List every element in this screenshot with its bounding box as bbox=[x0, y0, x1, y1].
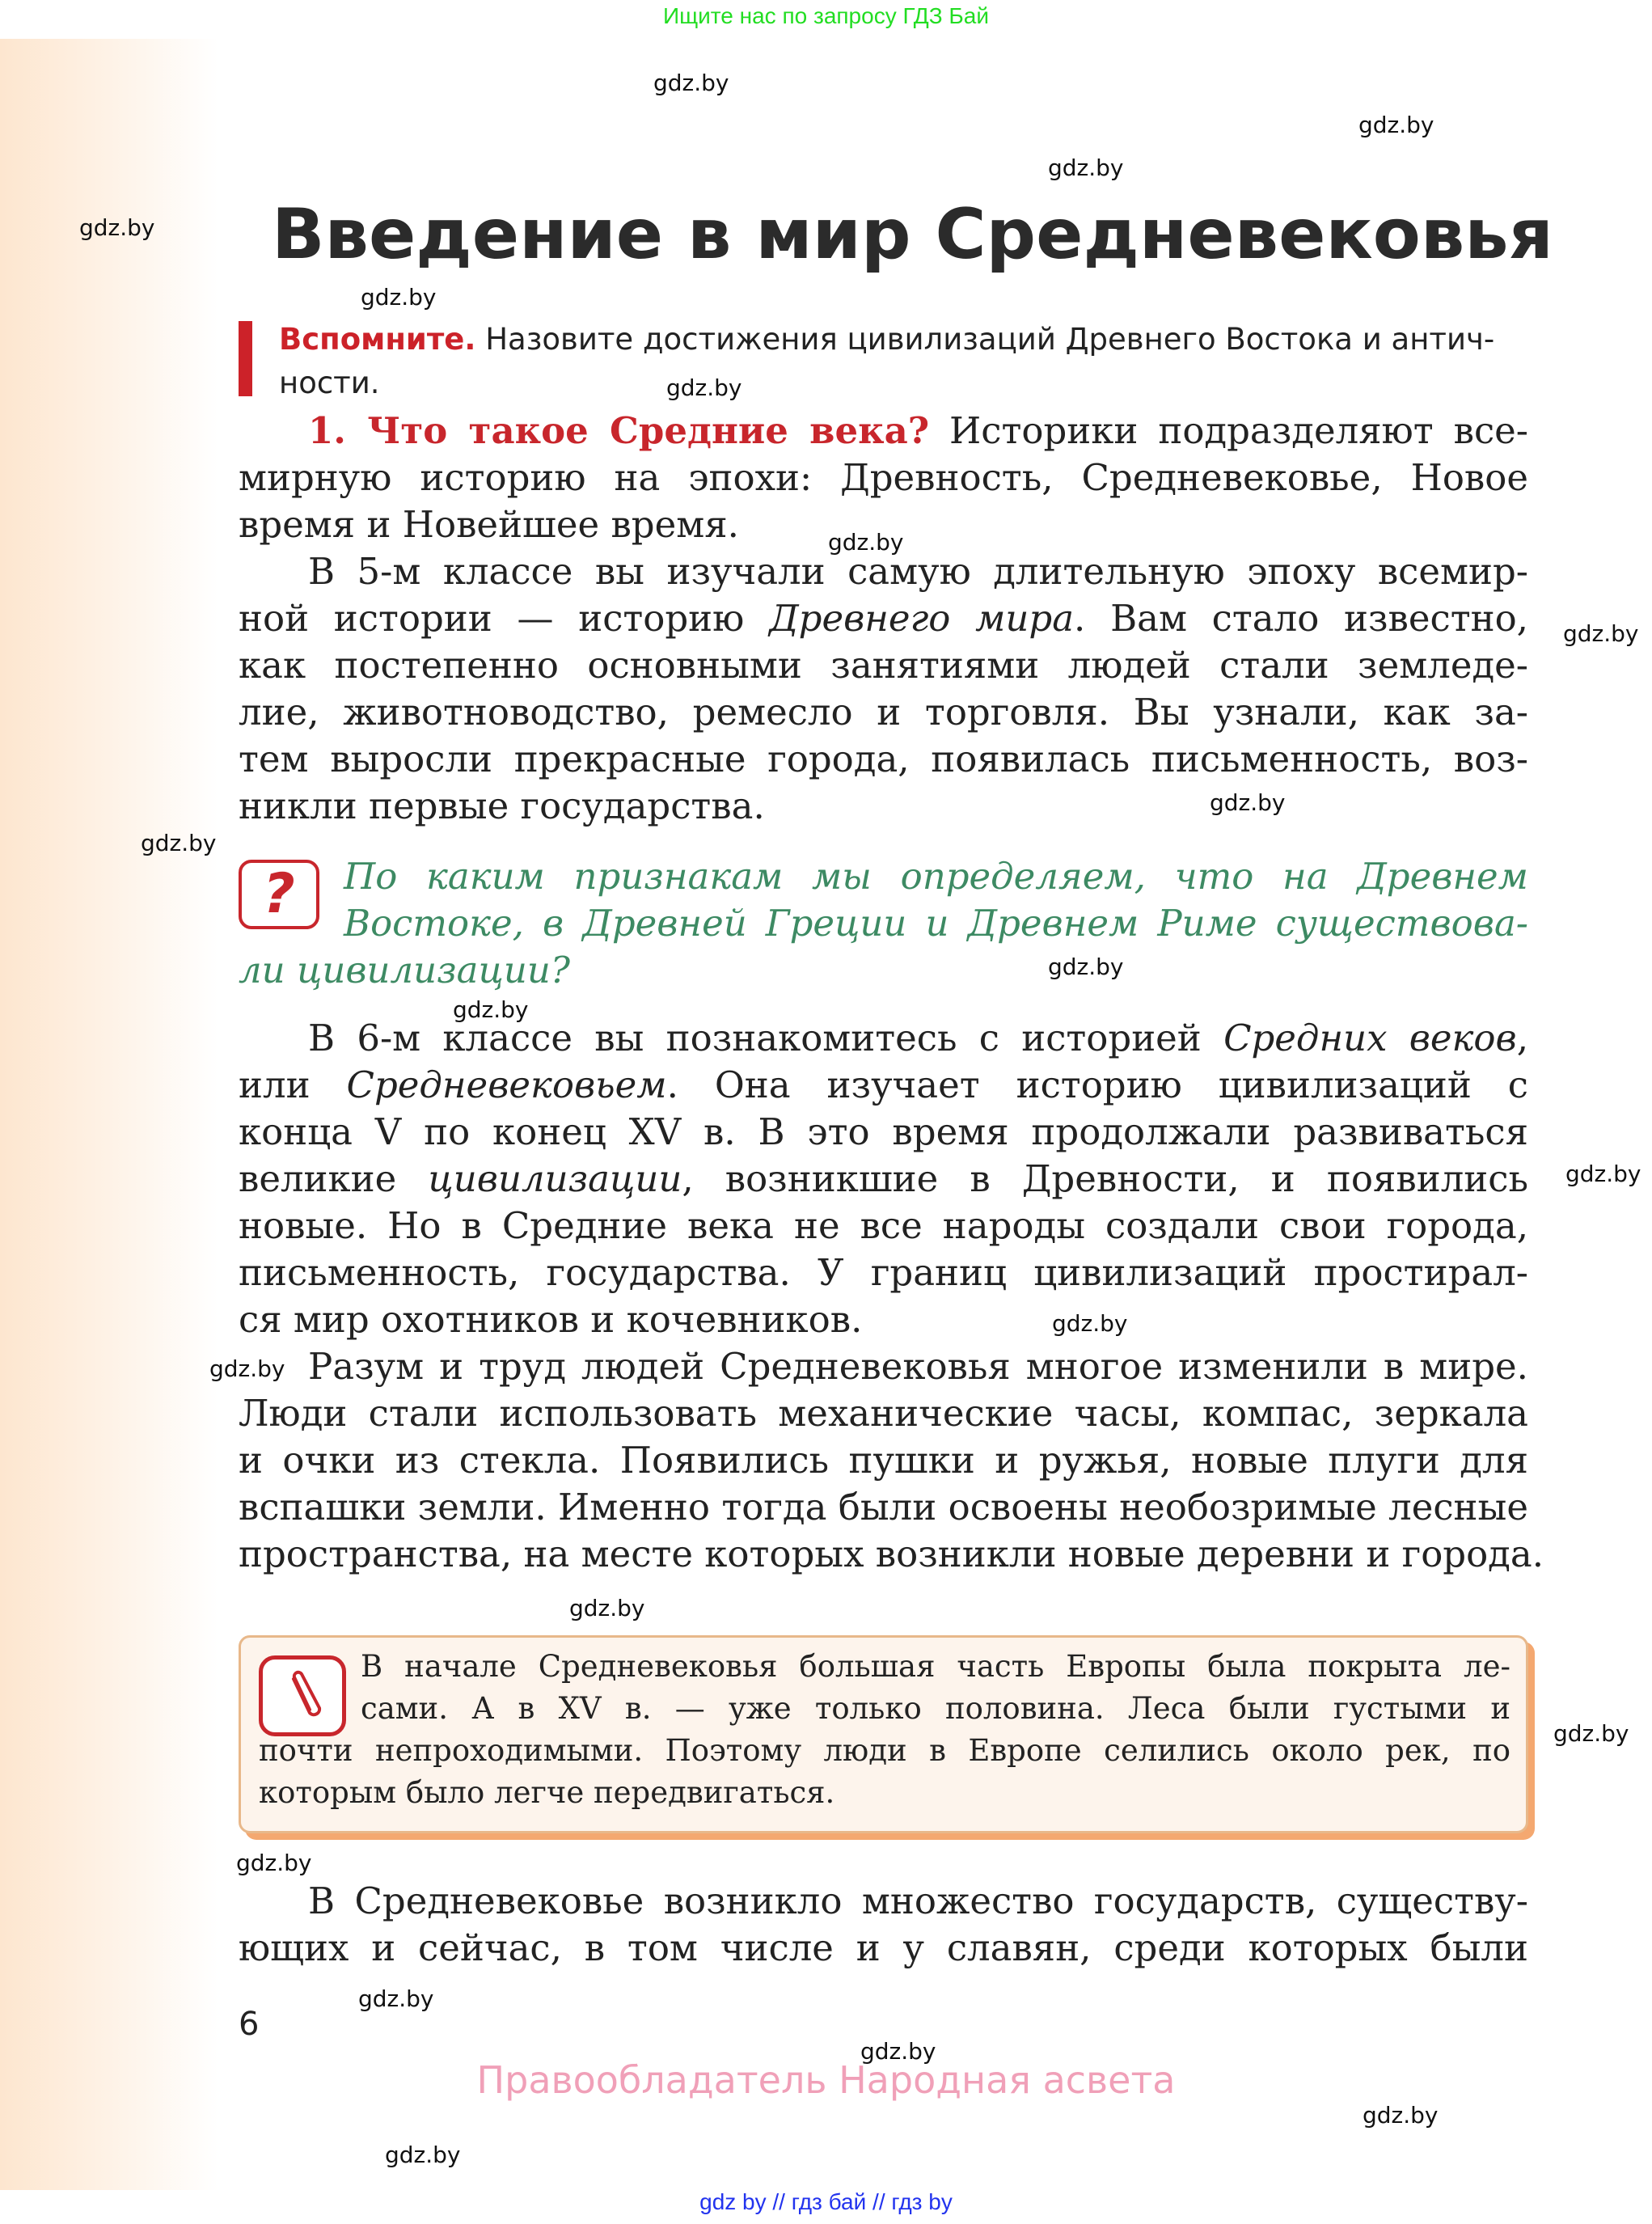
watermark: gdz.by bbox=[860, 2038, 936, 2065]
text-line: мирную историю на эпохи: Древность, Средневековье, Новое bbox=[239, 456, 1528, 499]
recall-block bbox=[239, 318, 1532, 399]
bottom-banner-links[interactable]: gdz by // гдз бай // гдз by bbox=[699, 2189, 953, 2214]
watermark: gdz.by bbox=[828, 529, 904, 556]
watermark: gdz.by bbox=[358, 1985, 434, 2012]
page-title: Введение в мир Средневековья bbox=[272, 194, 1553, 275]
text-line: ной истории — историю Древнего мира. Вам стало известно, bbox=[239, 597, 1528, 640]
watermark: gdz.by bbox=[1210, 789, 1286, 816]
watermark: gdz.by bbox=[1565, 1161, 1641, 1187]
question-line: Востоке, в Древней Греции и Древнем Риме существова- bbox=[344, 902, 1528, 945]
text-line: В Средневековье возникло множество государств, существу- bbox=[308, 1879, 1528, 1922]
paragraph-states bbox=[239, 1878, 1528, 1972]
watermark: gdz.by bbox=[653, 70, 729, 96]
paragraph-6th-grade bbox=[239, 1015, 1544, 1578]
text-line: вспашки земли. Именно тогда были освоены необозримые лесные bbox=[239, 1486, 1528, 1528]
text-line: тем выросли прекрасные города, появилась письменность, воз- bbox=[239, 738, 1528, 780]
text-line: новые. Но в Средние века не все народы создали свои города, bbox=[239, 1204, 1528, 1247]
page-margin-gradient bbox=[0, 39, 218, 2190]
text-line: или Средневековьем. Она изучает историю цивилизаций с bbox=[239, 1063, 1528, 1106]
text-line: время и Новейшее время. bbox=[239, 503, 739, 546]
text-line: В 6-м классе вы познакомитесь с историей Средних веков, bbox=[308, 1017, 1528, 1059]
section-heading: 1. Что такое Средние века? bbox=[308, 409, 930, 452]
watermark: gdz.by bbox=[666, 374, 742, 401]
text-line: и очки из стекла. Появились пушки и ружья, новые плуги для bbox=[239, 1439, 1528, 1482]
text-line: В 5-м классе вы изучали самую длительную эпоху всемир- bbox=[308, 550, 1528, 593]
text-line: конца V по конец XV в. В это время продолжали развиваться bbox=[239, 1110, 1528, 1153]
text-line: пространства, на месте которых возникли новые деревни и города. bbox=[239, 1533, 1544, 1575]
question-mark-icon: ? bbox=[239, 860, 319, 929]
publisher-watermark: Правообладатель Народная асвета bbox=[476, 2058, 1176, 2102]
watermark: gdz.by bbox=[1052, 1310, 1128, 1337]
watermark: gdz.by bbox=[141, 830, 217, 856]
recall-text bbox=[279, 318, 1524, 405]
recall-accent-bar bbox=[239, 321, 252, 396]
section-1 bbox=[239, 408, 1528, 830]
text-line: Люди стали использовать механические часы, компас, зеркала bbox=[239, 1392, 1528, 1435]
watermark: gdz.by bbox=[1363, 2102, 1439, 2129]
watermark: gdz.by bbox=[1358, 112, 1434, 138]
watermark: gdz.by bbox=[361, 284, 437, 311]
text-line: лие, животноводство, ремесло и торговля. Вы узнали, как за- bbox=[239, 691, 1528, 734]
question-block bbox=[239, 853, 1528, 994]
text-line: великие цивилизации, возникшие в Древности, и появились bbox=[239, 1157, 1528, 1200]
page-number: 6 bbox=[239, 2006, 260, 2043]
text-line: Разум и труд людей Средневековья многое изменили в мире. bbox=[308, 1345, 1528, 1388]
watermark: gdz.by bbox=[1563, 620, 1639, 647]
info-box bbox=[239, 1635, 1528, 1833]
watermark: gdz.by bbox=[236, 1850, 312, 1876]
text-line: ся мир охотников и кочевников. bbox=[239, 1298, 863, 1341]
text-line: никли первые государства. bbox=[239, 784, 765, 827]
text-line: как постепенно основными занятиями людей стали земледе- bbox=[239, 644, 1528, 687]
watermark: gdz.by bbox=[1048, 154, 1124, 181]
question-line: ли цивилизации? bbox=[239, 949, 570, 991]
watermark: gdz.by bbox=[1048, 953, 1124, 980]
info-text: В начале Средневековья большая часть Европы была покрыта ле- сами. А в XV в. — уже только половина. Леса были густыми и почти непроходимыми. Поэтому люди в Европе селились около рек, по которым было легче передвигаться. bbox=[259, 1649, 1510, 1810]
recall-line2: ности. bbox=[279, 366, 380, 400]
section-1-first-line: 1. Что такое Средние века? Историки подразделяют все- bbox=[308, 409, 1528, 452]
recall-line1: Назовите достижения цивилизаций Древнего Востока и антич- bbox=[485, 322, 1495, 357]
watermark: gdz.by bbox=[1553, 1720, 1629, 1747]
watermark: gdz.by bbox=[453, 996, 529, 1023]
watermark: gdz.by bbox=[385, 2142, 461, 2168]
watermark: gdz.by bbox=[79, 214, 155, 241]
watermark: gdz.by bbox=[209, 1355, 285, 1382]
text-line: ющих и сейчас, в том числе и у славян, среди которых были bbox=[239, 1926, 1528, 1969]
watermark: gdz.by bbox=[569, 1595, 645, 1621]
top-banner: Ищите нас по запросу ГДЗ Бай bbox=[662, 3, 990, 28]
question-line: По каким признакам мы определяем, что на Древнем bbox=[344, 855, 1528, 898]
recall-label: Вспомните. bbox=[279, 322, 476, 357]
text-line: письменность, государства. У границ цивилизаций простирал- bbox=[239, 1251, 1528, 1294]
